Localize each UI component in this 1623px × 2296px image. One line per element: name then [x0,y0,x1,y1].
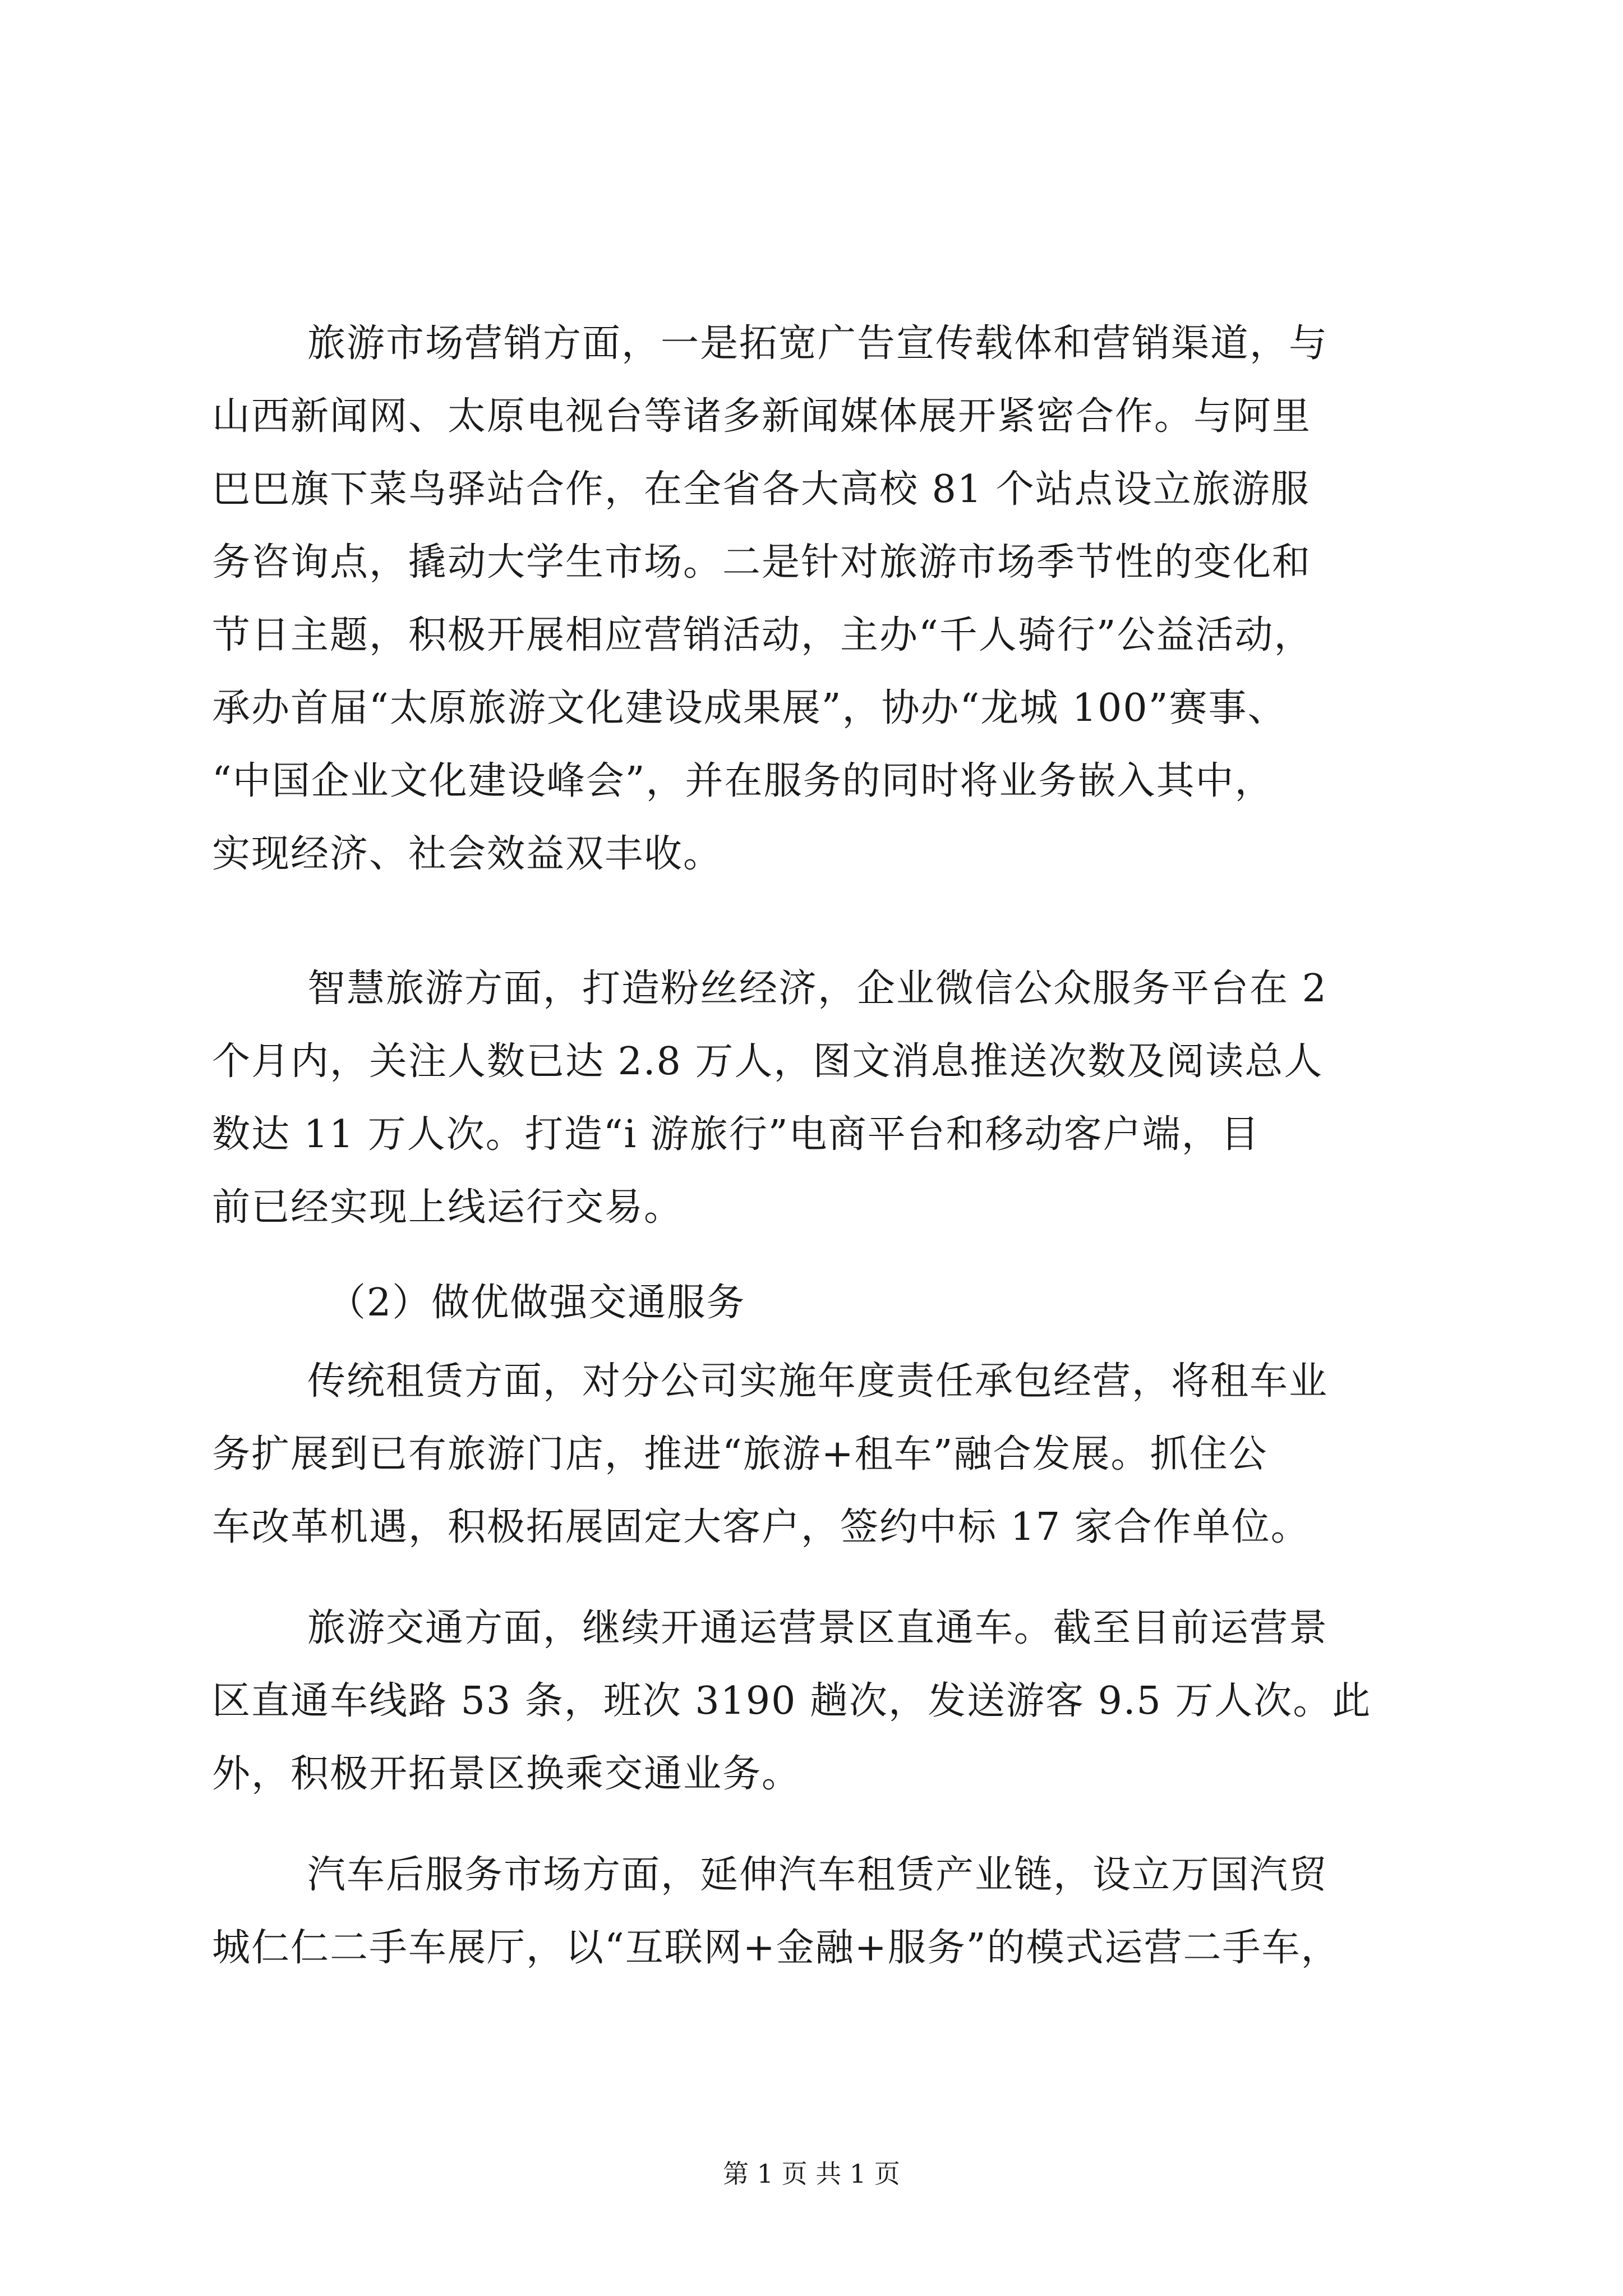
page-footer: 第 1 页 共 1 页 [723,2159,900,2189]
paragraph-line: 山西新闻网、太原电视台等诸多新闻媒体展开紧密合作。与阿里 [212,394,1312,439]
paragraph-line: 外，积极开拓景区换乘交通业务。 [212,1752,801,1796]
paragraph-line: 智慧旅游方面，打造粉丝经济，企业微信公众服务平台在 2 [307,967,1327,1011]
paragraph-line: “中国企业文化建设峰会”，并在服务的同时将业务嵌入其中， [212,759,1274,803]
paragraph-line: 务扩展到已有旅游门店，推进“旅游+租车”融合发展。抓住公 [212,1432,1268,1476]
paragraph-line: 节日主题，积极开展相应营销活动，主办“千人骑行”公益活动， [212,613,1313,657]
paragraph-line: 旅游交通方面，继续开通运营景区直通车。截至目前运营景 [307,1606,1329,1650]
paragraph-line: 汽车后服务市场方面，延伸汽车租赁产业链，设立万国汽贸 [307,1853,1329,1897]
paragraph-line: 传统租赁方面，对分公司实施年度责任承包经营，将租车业 [307,1359,1329,1404]
paragraph-line: 车改革机遇，积极拓展固定大客户，签约中标 17 家合作单位。 [212,1505,1310,1549]
paragraph-line: 城仁仁二手车展厅，以“互联网+金融+服务”的模式运营二手车， [212,1926,1340,1970]
paragraph-line: 前已经实现上线运行交易。 [212,1185,684,1230]
paragraph-line: 承办首届“太原旅游文化建设成果展”，协办“龙城 100”赛事、 [212,686,1287,730]
section-heading: （2）做优做强交通服务 [328,1281,746,1325]
paragraph-line: 个月内，关注人数已达 2.8 万人，图文消息推送次数及阅读总人 [212,1039,1324,1084]
paragraph-line: 巴巴旗下菜鸟驿站合作，在全省各大高校 81 个站点设立旅游服 [212,467,1310,512]
paragraph-line: 务咨询点，撬动大学生市场。二是针对旅游市场季节性的变化和 [212,540,1312,585]
paragraph-line: 区直通车线路 53 条，班次 3190 趟次，发送游客 9.5 万人次。此 [212,1679,1372,1723]
paragraph-line: 实现经济、社会效益双丰收。 [212,832,723,876]
paragraph-line: 旅游市场营销方面，一是拓宽广告宣传载体和营销渠道，与 [307,321,1329,366]
paragraph-line: 数达 11 万人次。打造“i 游旅行”电商平台和移动客户端，目 [212,1112,1260,1157]
